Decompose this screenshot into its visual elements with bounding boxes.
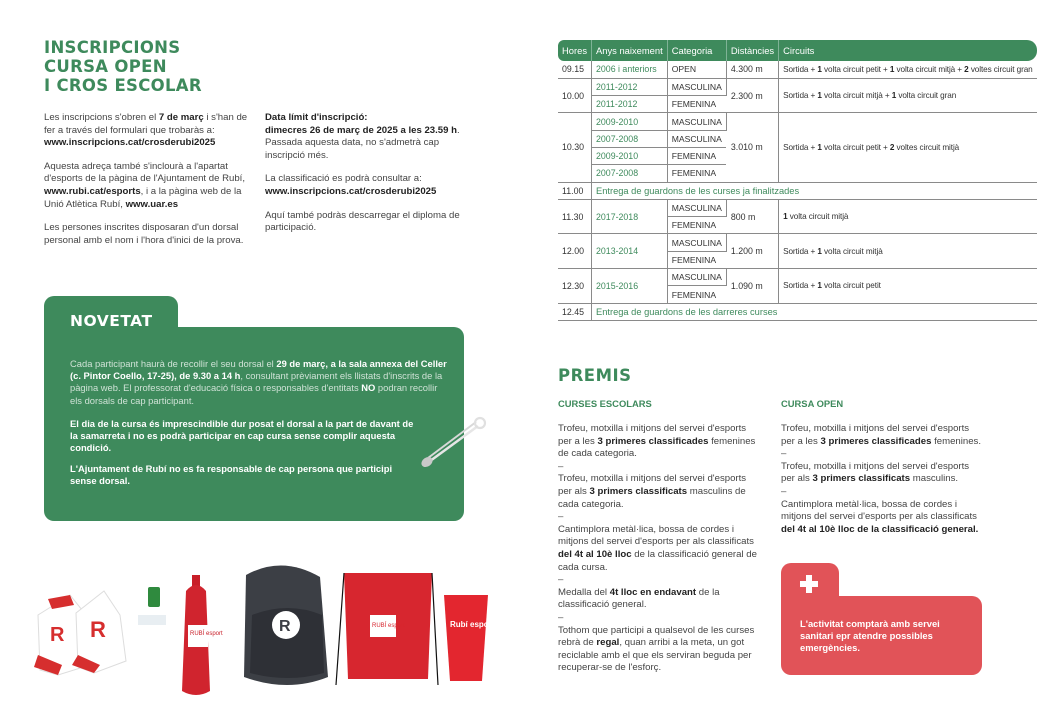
header-anys: Anys naixement xyxy=(592,40,668,61)
table-row: 12.30 2015-2016 MASCULINA 1.090 m Sortida + 1 volta circuit petit xyxy=(558,269,1037,286)
prize-item: Trofeu, motxilla i mitjons del servei d'esports per als 3 primers classificats masculins de cada categoria. xyxy=(558,473,747,510)
registration-paragraph: Les inscripcions s'obren el 7 de març i s'han de fer a través del formulari que trobaràs a: www.inscripcions.cat/crosderubi2025 xyxy=(44,112,248,149)
table-row: 12.45 Entrega de guardons de les darreres curses xyxy=(558,303,1037,320)
medical-cross-icon xyxy=(800,575,818,593)
address-paragraph: Aquesta adreça també s'inclourà a l'apartat d'esports de la pàgina de l'Ajuntament de Rubí, www.rubi.cat/esports, i a la pàgina web de la Unió Atlètica Rubí, www.uar.es xyxy=(44,160,246,210)
prize-item: Cantimplora metàl·lica, bossa de cordes i mitjons del servei d'esports per als classificats del 4t al 10è lloc de la classificació general de cada cursa. xyxy=(558,523,757,573)
table-row: 2007-2008 FEMENINA xyxy=(558,165,1037,182)
cup-icon xyxy=(444,595,495,681)
deadline-paragraph: Data límit d'inscripció: dimecres 26 de març de 2025 a les 23.59 h. Passada aquesta data, no s'admetrà cap inscripció més. xyxy=(265,112,460,161)
open-prizes: Trofeu, motxilla i mitjons del servei d'esports per a les 3 primeres classificades femenines. – Trofeu, motxilla i mitjons del servei d'esports per als 3 primers classificats masculins. – Cantimplora metàl·lica, bossa de cordes i mitjons del servei d'esports per als classificats del 4t al 10è lloc de la classificació general. xyxy=(781,423,984,536)
open-heading: CURSA OPEN xyxy=(781,398,844,409)
table-header-row xyxy=(558,40,1037,61)
prize-item: Cantimplora metàl·lica, bossa de cordes i mitjons del servei d'esports per als classificats del 4t al 10è lloc de la classificació general. xyxy=(781,498,979,535)
merchandise-illustration xyxy=(30,555,500,705)
classification-paragraph: La classificació es podrà consultar a: www.inscripcions.cat/crosderubi2025 xyxy=(265,173,437,197)
novetat-paragraph-1: Cada participant haurà de recollir el seu dorsal el 29 de març, a la sala annexa del Celler (c. Pintor Coello, 17-25), de 9.30 a 14 h, consultant prèviament els llistats d'inscrits de la pàgina web. El professorat d'educació física o responsables d'entitats NO podran recollir els dorsals de cap participant. xyxy=(70,358,447,406)
novetat-paragraph-3: L'Ajuntament de Rubí no es fa responsable de cap persona que participi sense dorsal. xyxy=(70,463,393,487)
svg-text:R: R xyxy=(279,618,291,635)
escolars-prizes: Trofeu, motxilla i mitjons del servei d'esports per a les 3 primeres classificades femenines de cada categoria. – Trofeu, motxilla i mitjons del servei d'esports per als 3 primers classificats masculins de cada categoria. – Cantimplora metàl·lica, bossa de cordes i mitjons del servei d'esports per als classificats del 4t al 10è lloc de la classificació general de cada cursa. – Medalla del 4t lloc en endavant de la classificació general. – Tothom que participi a qualsevol de les curses rebrà de regal, quan arribi a la meta, un got reciclable amb el que els serviran beguda per recuperar-se de l'esforç. xyxy=(558,423,761,675)
safety-pin-icon xyxy=(418,412,488,472)
prize-item: Medalla del 4t lloc en endavant de la classificació general. xyxy=(558,586,720,611)
svg-text:RUBÍ esport: RUBÍ esport xyxy=(190,631,223,637)
table-row: 10.30 2009-2010 MASCULINA 3.010 m Sortida + 1 volta circuit petit + 2 voltes circuit mitjà xyxy=(558,113,1037,130)
uar-link[interactable]: www.uar.es xyxy=(125,198,179,210)
prize-item: Trofeu, motxilla i mitjons del servei d'esports per a les 3 primeres classificades femenines de cada categoria. xyxy=(558,423,756,460)
prize-item: Trofeu, motxilla i mitjons del servei d'esports per als 3 primers classificats masculins. xyxy=(781,460,970,485)
header-circuits: Circuits xyxy=(779,40,1037,61)
deadline-column xyxy=(265,112,470,246)
svg-text:R: R xyxy=(90,617,106,642)
premis-title: PREMIS xyxy=(558,366,632,385)
bottle-icon xyxy=(182,575,223,695)
drawstring-bag-icon xyxy=(336,573,438,685)
table-row: FEMENINA xyxy=(558,251,1037,268)
registration-link[interactable]: www.inscripcions.cat/crosderubi2025 xyxy=(44,137,216,149)
svg-text:R: R xyxy=(50,624,65,646)
escolars-heading: CURSES ESCOLARS xyxy=(558,398,652,409)
health-notice: L'activitat comptarà amb servei sanitari epr atendre possibles emergències. xyxy=(800,618,940,654)
main-title xyxy=(44,38,264,95)
header-distancies: Distàncies xyxy=(726,40,778,61)
table-row: 12.00 2013-2014 MASCULINA 1.200 m Sortida + 1 volta circuit mitjà xyxy=(558,234,1037,251)
backpack-icon xyxy=(244,565,328,685)
header-hores: Hores xyxy=(558,40,592,61)
table-row: 11.00 Entrega de guardons de les curses ja finalitzades xyxy=(558,182,1037,199)
title-line-1: INSCRIPCIONS xyxy=(44,38,181,57)
diploma-paragraph: Aquí també podràs descarregar el diploma de participació. xyxy=(265,209,460,234)
novetat-paragraph-2: El dia de la cursa és imprescindible dur posat el dorsal a la part de davant de la samarreta i no es podrà participar en cap cursa sense complir aquesta condició. xyxy=(70,418,414,454)
socks-icon xyxy=(34,591,126,675)
svg-text:Rubí esport: Rubí esport xyxy=(450,620,495,629)
badge-icon xyxy=(148,587,160,607)
bib-paragraph: Les persones inscrites disposaran d'un dorsal personal amb el nom i l'hora d'inici de la prova. xyxy=(44,222,244,246)
svg-text:RUBÍ esport: RUBÍ esport xyxy=(372,623,405,629)
table-row: 09.15 2006 i anteriors OPEN 4.300 m Sortida + 1 volta circuit petit + 1 volta circuit mitjà + 2 voltes circuit gran xyxy=(558,61,1037,78)
table-row: 2011-2012 FEMENINA xyxy=(558,96,1037,113)
table-row: FEMENINA xyxy=(558,217,1037,234)
classification-link[interactable]: www.inscripcions.cat/crosderubi2025 xyxy=(265,185,437,197)
table-row: 2007-2008 MASCULINA xyxy=(558,130,1037,147)
header-categoria: Categoria xyxy=(667,40,726,61)
title-line-3: I CROS ESCOLAR xyxy=(44,76,202,95)
schedule-table xyxy=(558,40,1037,321)
table-row: 10.00 2011-2012 MASCULINA 2.300 m Sortida + 1 volta circuit mitjà + 1 volta circuit gran xyxy=(558,78,1037,95)
title-line-2: CURSA OPEN xyxy=(44,57,167,76)
table-row: FEMENINA xyxy=(558,286,1037,303)
table-row: 11.30 2017-2018 MASCULINA 800 m 1 volta circuit mitjà xyxy=(558,199,1037,216)
registration-column xyxy=(44,112,249,258)
prize-item: Tothom que participi a qualsevol de les curses rebrà de regal, quan arribi a la meta, un got reciclable amb el que els serviran beguda per recuperar-se de l'esforç. xyxy=(558,624,755,674)
novetat-title: NOVETAT xyxy=(70,312,153,330)
table-row: 2009-2010 FEMENINA xyxy=(558,147,1037,164)
prize-item: Trofeu, motxilla i mitjons del servei d'esports per a les 3 primeres classificades femenines. xyxy=(781,423,982,447)
rubi-link[interactable]: www.rubi.cat/esports xyxy=(44,185,141,197)
